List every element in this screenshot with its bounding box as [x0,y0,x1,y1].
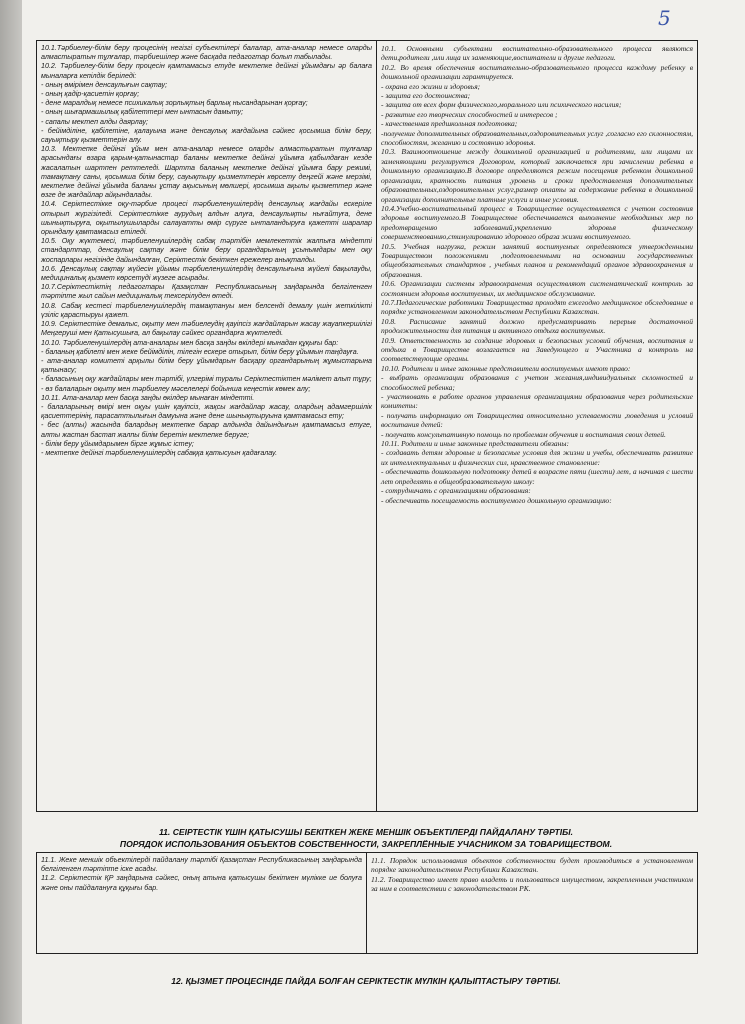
section-11-russian-column [367,853,697,953]
paragraph: - участвовать в работе органов управления организациями образования через родительские комитеты: [381,392,693,411]
paragraph: 10.10. Тәрбиеленушілердің ата-аналары мен басқа заңды өкілдері мынадан құқығы бар: [41,338,339,347]
paragraph: - защита от всех форм физического,морального или психического насилия; [381,100,622,110]
paragraph: - обеспечивать дошкольную подготовку детей в возрасте пяти (шести) лет, а начиная с шести лет определять в общеобразовательную школу: [381,467,693,486]
paragraph: - бейімділіне, қабілетіне, қалауына және денсаулық жағдайына сәйкес қосымша білім беру, сауықтыру қызметтерін алу. [41,126,372,145]
paragraph: - обеспечивать посещаемость воспитуемого дошкольную организацию: [381,495,612,505]
section-10-table [36,40,698,812]
paragraph: 10.2. Тәрбиелеу-білім беру процесін қамтамасыз етуде мектепке дейінгі ұйымдағы әр балаға мыналарға кепілдік беріледі: [41,62,372,80]
paragraph: 10.7.Серіктестіктің педагогтары Қазақстан Республикасының заңдарында белгіленген тәртіпте жыл сайын медициналық тексерілуден өтеді. [41,283,372,301]
paragraph: 10.2. Во время обеспечения воспитательно-образовательного процесса каждому ребенку в дошкольной организации гарантируется. [381,62,693,82]
paragraph: - бес (алты) жасында балардың мектепке барар алдында дайындығын қамтамасыз етуге, алты жастан бастап жалпы білім беретін мектепке беруге; [41,421,372,439]
paragraph: 10.9. Серіктестіке демалыс, оқыту мен тәбиелеудің қауіпсіз жағдайларын жасау жауапкершілігі Меңгеруші мен Қатысушыға, ал бақылау сәйкес органдарға жүктеледі. [41,320,372,338]
paragraph: 10.7.Педагогические работники Товарищества проходят ежегодно медицинское обследование в порядке установленном законодательством Республики Казахстан. [381,297,693,317]
paragraph: - оның қадір-қасиетін қорғау; [41,90,140,99]
paragraph: - защита его достоинства; [381,91,471,101]
paragraph: -получение дополнительных образовательных,оздоровительных услуг ,согласно его склонностям, способностям, желанию и состоянию здоровья. [381,128,693,148]
paragraph: 10.6. Организации системы здравоохранения осуществляют систематический контроль за состоянием здоровья воспитуемых, их медицинское обслуживание. [381,279,693,298]
paragraph: 10.6. Денсаулық сақтау жүйесін ұйымы тәрбиеленушілердің денсаулығына жүйелі бақылауды, медициналық қызмет көрсетуді жүзеге асырады. [41,264,372,283]
paragraph: 10.5. Оқу жүктемесі, тәрбиеленушілердің сабақ тәртібін мемлекеттік жалпыға міндетті стандарттар, денсаулық сақтау және білім беру органдарының ұсынымдары мен оқу жоспарлары негізінде дайындалған, Серіктестік бекіткен ережелер анықталды. [41,237,372,264]
section-11-table [36,852,698,954]
page-number: 5 [658,6,671,30]
paragraph: - сапалы мектеп алды даярлау; [41,117,149,126]
paragraph: - баласының оқу жағдайлары мен тәртібі, үлгерімі туралы Серіктестіктен мәлімет алып тұру; [41,375,372,384]
section-11-heading-russian: ПОРЯДОК ИСПОЛЬЗОВАНИЯ ОБЪЕКТОВ СОБСТВЕННОСТИ, ЗАКРЕПЛЁННЫЕ УЧАСНИКОМ ЗА ТОВАРИЩЕСТВОМ. [119,839,613,849]
paragraph: 10.5. Учебная нагрузка, режим занятий воспитуемых определяются утвержденными Товариществом положениями ,подготовленными на основании государственных общеобязательных стандартов , учебных планов и рекомендаций органов здравоохранения и образования. [381,241,693,279]
paragraph: 10.4.Учебно-воспитательный процесс в Товариществе осуществляется с учетом состояния здоровья воспитуемого.В Товариществе обеспечивается выполнение необходимых мер по предотвращению заболеваний,укреплению здоровья физическому совершенствованию,стимулированию здорового образа жизни воспитуемого. [381,203,693,242]
paragraph: 10.8. Сабақ кестесі тәрбиеленушілердің тамақтануы мен белсенді демалу үшін жеткілікті үзіліс қарастыруы қажет. [41,301,372,319]
paragraph: 10.8. Расписание занятий должно предусматривать перерыв достаточной продолжительности для питания и активного отдыха воспитуемых. [381,316,693,336]
paragraph: 10.3. Взаимоотношение между дошкольной организацией и родителями, или лицами их заменяющими регулируется Договором, который заключается при зачислении ребенка в дошкольную организацию.В договоре определяются режим посещения ребенком дошкольной организации, кратность питания ,уровень и сроки предоставления дополнительных образовательных,оздоровительных услуг,размер оплаты за содержание ребенка в дошкольной организации дополнительные платные услуги и иные условия. [381,147,693,204]
paragraph: 10.4. Серіктестікке оқу-тәрбие процесі тәрбиеленушілердің денсаулық жағдайы ескеріле отырып жүргізіледі. Серіктестікке аурудың алдын алуға, денсаулықты нығайтуға, дене шынықтыруға, оқытылушыларды салауатты өмір сүруге ынталандыруға қажетті шаралар орындалу қамтамасыз етіледі. [41,200,372,237]
paragraph: - балаларының өмірі мен оқуы үшін қауіпсіз, жақсы жағдайлар жасау, олардың адамгершілік қасиеттерінің, парасаттылығын дамуына және дене шынықтыруына қамтамасыз ету; [41,402,372,421]
paragraph: - развитие его творческих способностей и интересов ; [381,109,558,119]
paragraph: 11.2. Товарищество имеет право владеть и пользоваться имуществом, закрепленным участником за ним в соответствии с законодательством РК. [371,874,693,894]
paragraph: 10.9. Ответственность за создание здоровых и безопасных условий обучения, воспитания и отдыха в Товариществе возлагается на Заведующего и Участника а контроль на соответствующие органы. [381,335,693,364]
paragraph: - ата-аналар комитеті арқылы білім беру ұйымдарын басқару органдарының жұмыстарына қатынасу; [41,356,372,375]
section-10-kazakh-column [37,41,377,811]
paragraph: - дене маралдық немесе психикалық зорлықтың барлық нысандарынан қорғау; [41,99,308,108]
paragraph: - өз балаларын оқыту мен тәрбиелеу мәселелері бойынша кеңестік көмек алу; [41,384,311,393]
section-10-russian-column [377,41,697,811]
paragraph: 10.11. Ата-аналар мен басқа заңды өкілдер мынаған міндетті. [41,393,255,402]
paragraph: - сотрудничать с организациями образования: [381,486,531,496]
paragraph: - создавать детям здоровые и безопасные условия для жизни и учебы, обеспечивать развитие их интеллектуальных и физических сил, нравственное становление: [381,448,693,467]
paragraph: - выбрать организации образования с учетом желания,индивидуальных склонностей и способностей ребенка; [381,373,693,392]
paragraph: 11.1. Порядок использования объектов собственности будет производиться в установленном порядке законодательством Республики Казахстан. [371,856,693,875]
section-12-heading-kazakh: 12. ҚЫЗМЕТ ПРОЦЕСІНДЕ ПАЙДА БОЛҒАН СЕРІКТЕСТІК МҮЛКІН ҚАЛЫПТАСТЫРУ ТӘРТІБІ. [171,976,561,986]
section-11-heading-kazakh: 11. СЕІРТЕСТІК ҮШІН ҚАТЫСУШЫ БЕКІТКЕН ЖЕКЕ МЕНШІК ОБЪЕКТІЛЕРДІ ПАЙДАЛАНУ ТӘРТІБІ. [159,827,573,837]
paragraph: - качественная предшкольная подготовка; [381,119,518,129]
paragraph: - получать консультативную помощь по проблемам обучения и воспитания своих детей. [381,429,666,439]
section-11-kazakh-column [37,853,367,953]
paragraph: 10.10. Родители и иные законные представители воспитуемых имеют право: [381,363,631,373]
paragraph: 10.11. Родители и иные законные представители обязаны: [381,439,569,449]
paragraph: 11.1. Жеке меншік объектілерді пайдалану тәртібі Қазақстан Республикасының заңдарында белгіленген тәртіпте іске асады. [41,856,362,874]
paragraph: 10.3. Мектепке дейінгі ұйым мен ата-аналар немесе оларды алмастыратын тұлғалар арасындағы өзара қарым-қатынастар баланы мектепке дейінгі ұйымға қабылдаған кезде жасалатын шартпен реттеледі. Шартта баланың мектепке дейінгі ұйымға бару режимі, тамақтану саны, қосымша білім беру, сауықтыру қызметтерін көрсету деңгейі және мерзімі, мектепке дейінгі ұйымда баланы ұстау ақысының мөлшері, қосымша ақылы қызметтер және өзге де жағдайлар айқындалады. [41,145,372,200]
paragraph: - оның өмірімен денсаулығын сақтау; [41,80,168,89]
paragraph: - баланың қабілеті мен жеке бейімділін, тілегін ескере отырып, білім беру ұйымын таңдауға. [41,347,359,356]
paragraph: - білім беру ұйымдарымен бірге жұмыс істеу; [41,439,194,448]
paragraph: - мектепке дейінгі тәрбиеленушілердің сабаққа қатысуын қадағалау. [41,448,278,457]
paragraph: - получать информацию от Товарищества относительно успеваемости ,поведения и условий воспитания детей: [381,410,693,430]
paragraph: 10.1. Основными субъектами воспитательно-образовательного процесса являются дети,родители ,или лица их заменяющие,воспитатели и другие педагоги. [381,44,693,63]
paragraph: 11.2. Серіктестік ҚР заңдарына сәйкес, оның атына қатысушы бекіткен мүлікке ие болуға және оны пайдалануға құқығы бар. [41,874,362,892]
book-binding-shadow [0,0,22,1024]
paragraph: - оның шығармашылық қабілеттері мен ынтасын дамыту; [41,108,244,117]
paragraph: - охрана его жизни и здоровья; [381,81,481,91]
paragraph: 10.1.Тәрбиелеу-білім беру процесінің негізгі субъектілері балалар, ата-аналар немесе оларды алмастыратын тұлғалар, тәрбиешілер және басқада педагогтар болып табылады. [41,44,372,62]
